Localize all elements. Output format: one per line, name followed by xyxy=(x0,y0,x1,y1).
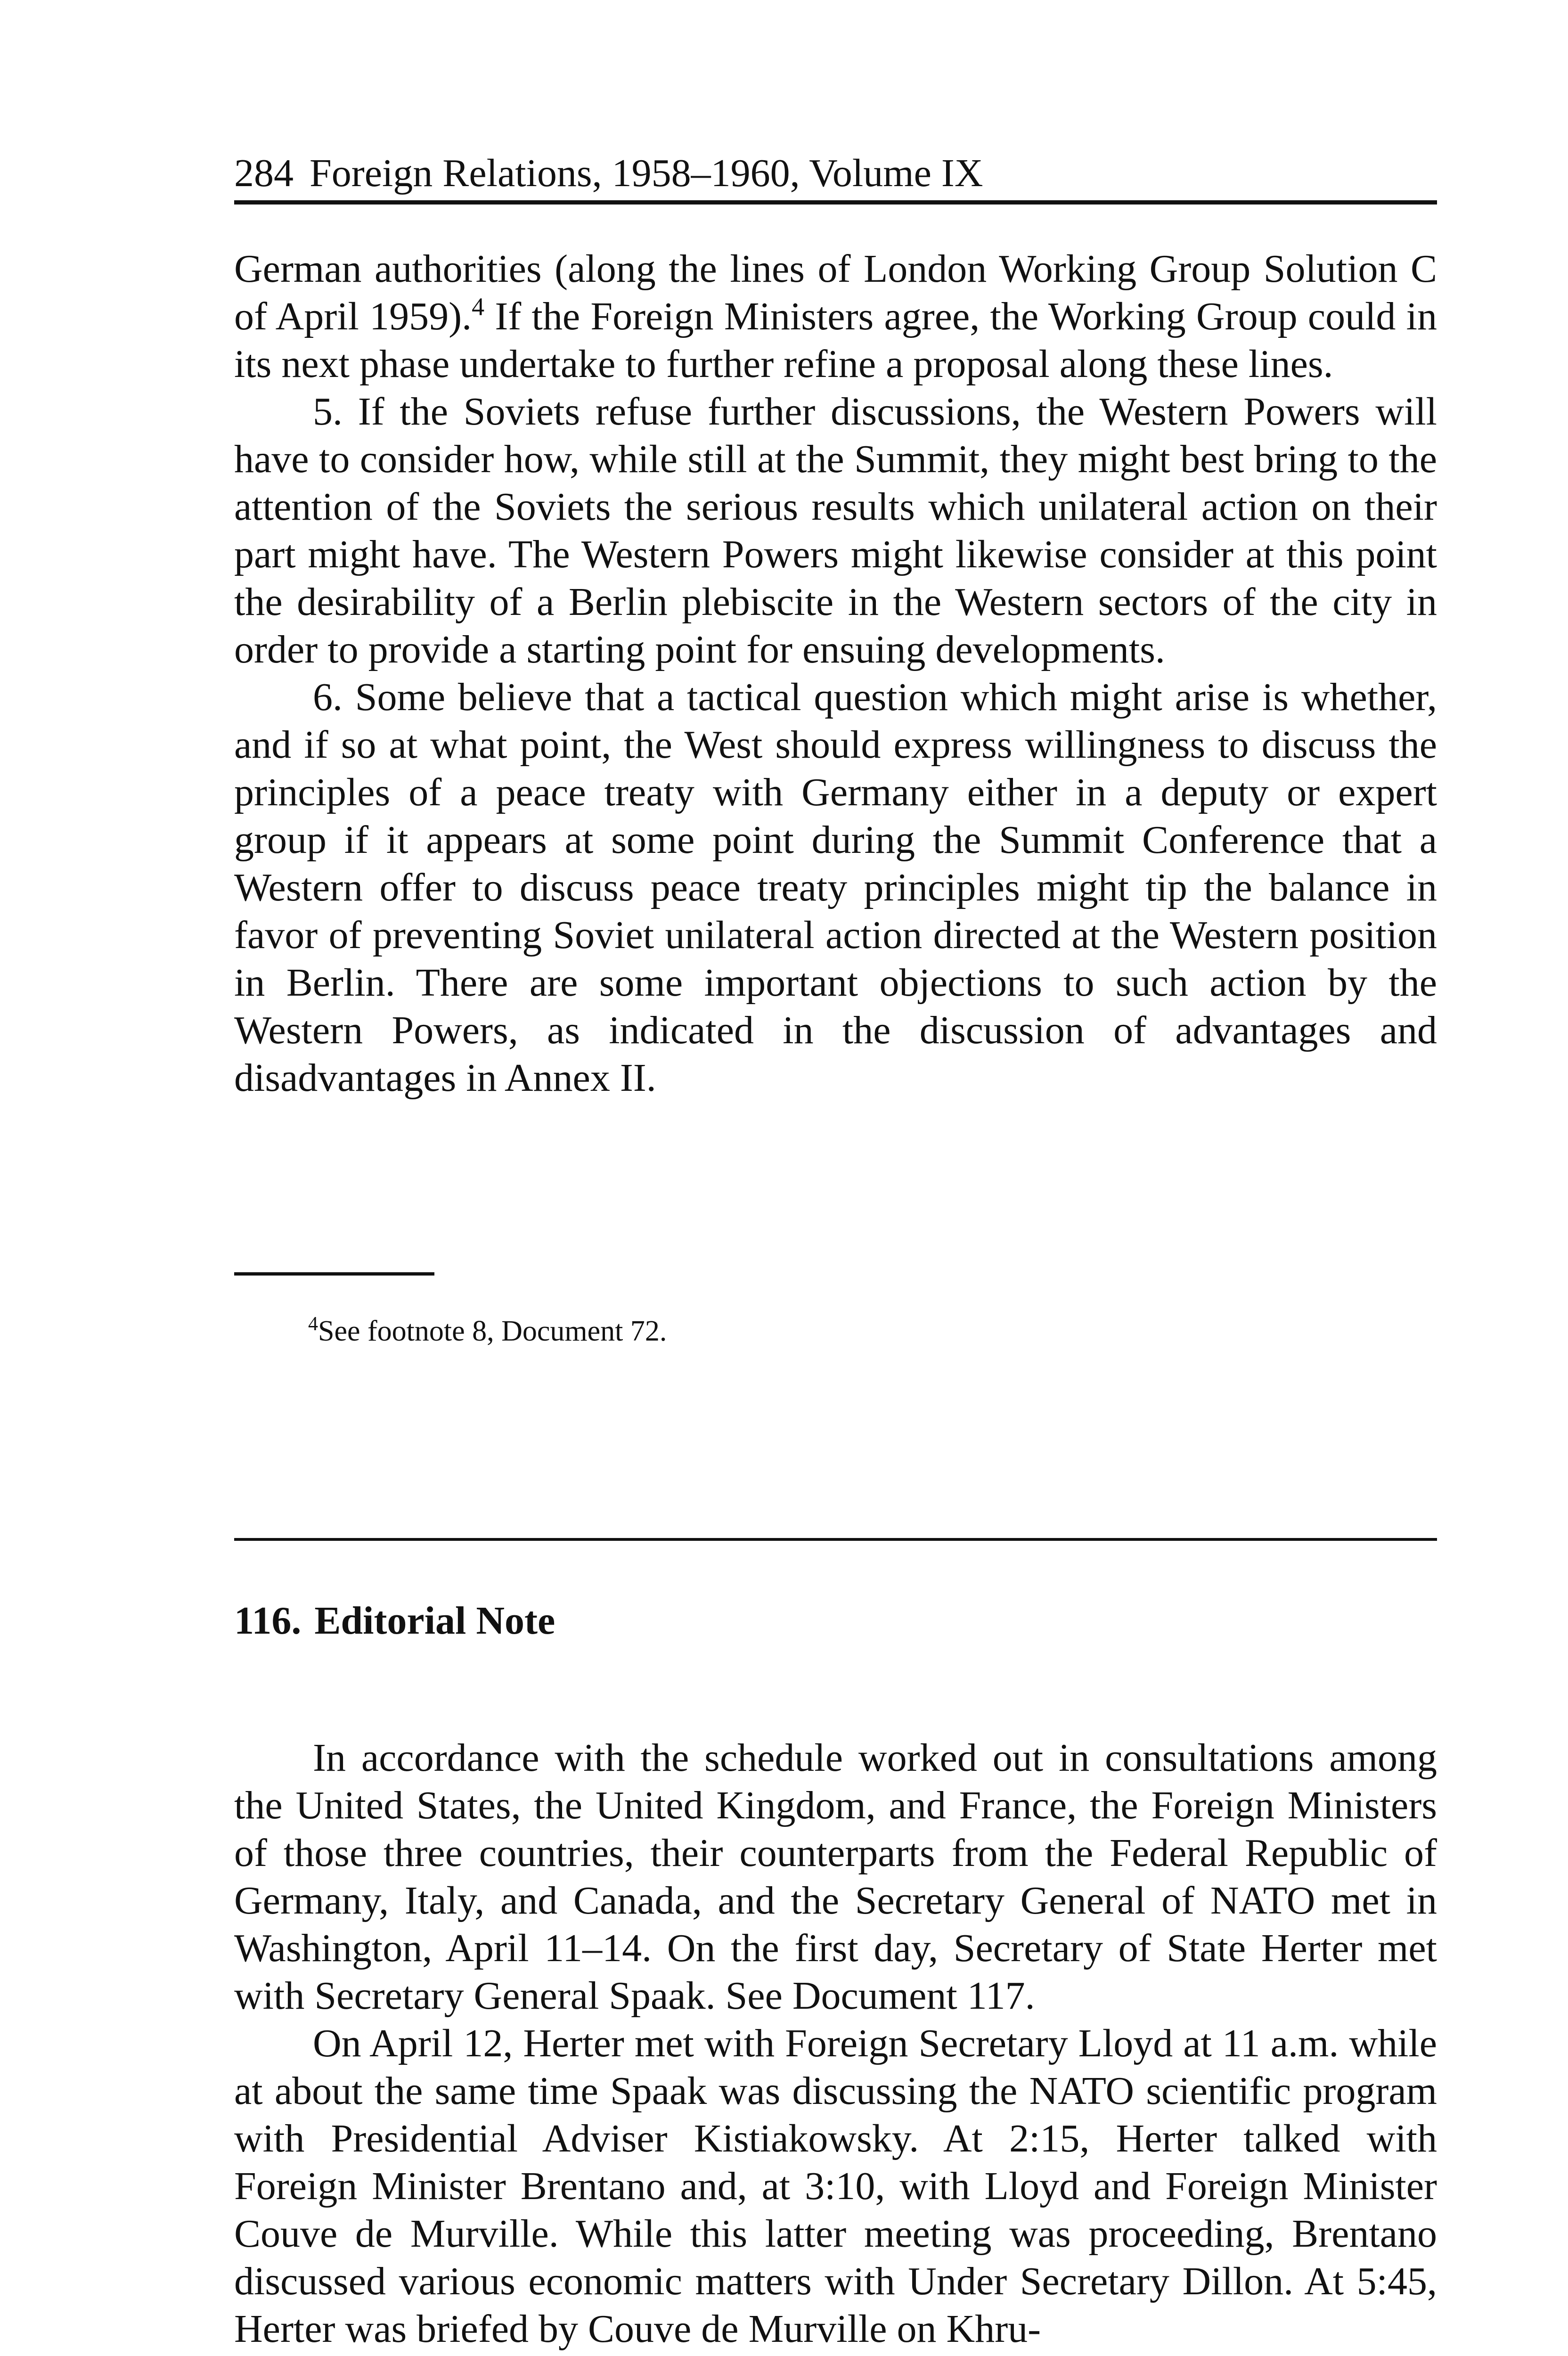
header-rule xyxy=(234,200,1437,205)
editorial-paragraph-1: In accordance with the schedule worked out in consultations among the United States, the United Kingdom, and France, the Foreign Ministers of those three countries, their counterparts from the Federal Republic of Germany, Italy, and Canada, and the Secretary General of NATO met in Washington, April 11–14. On the first day, Secretary of State Herter met with Secretary General Spaak. See Document 117. xyxy=(234,1736,1437,2018)
section-divider xyxy=(234,1538,1437,1541)
footnote-rule xyxy=(234,1272,434,1276)
editorial-note-body xyxy=(234,1734,1437,2353)
section-title: Editorial Note xyxy=(314,1599,555,1643)
continued-text-part-1: German authorities (along the lines of London Working Group Solution C of April 1959). xyxy=(234,247,1437,338)
page-number: 284 xyxy=(234,151,294,195)
section-heading xyxy=(234,1597,555,1644)
footnote-reference: 4 xyxy=(472,293,485,321)
paragraph-6: 6. Some believe that a tactical question which might arise is whether, and if so at what point, the West should express willingness to discuss the principles of a peace treaty with Germany either in a deputy or expert group if it appears at some point during the Summit Conference that a Western offer to discuss peace treaty principles might tip the balance in favor of preventing Soviet unilateral action directed at the Western position in Berlin. There are some important objections to such action by the Western Powers, as indicated in the discussion of advantages and disadvantages in Annex II. xyxy=(234,675,1437,1100)
paragraph-5: 5. If the Soviets refuse further discussions, the Western Powers will have to consider how, while still at the Summit, they might best bring to the attention of the Soviets the serious results which unilateral action on their part might have. The Western Powers might likewise consider at this point the desirability of a Berlin plebiscite in the Western sectors of the city in order to provide a starting point for ensuing developments. xyxy=(234,390,1437,671)
section-number: 116. xyxy=(234,1599,302,1643)
continued-text-part-2: If the Foreign Ministers agree, the Working Group could in its next phase undertake to further refine a proposal along these lines. xyxy=(234,294,1437,386)
footnote-text: See footnote 8, Document 72. xyxy=(318,1315,667,1347)
editorial-paragraph-2: On April 12, Herter met with Foreign Secretary Lloyd at 11 a.m. while at about the same time Spaak was discussing the NATO scientific program with Presidential Adviser Kistiakowsky. At 2:15, Herter talked with Foreign Minister Brentano and, at 3:10, with Lloyd and Foreign Minister Couve de Murville. While this latter meeting was proceeding, Brentano discussed various economic matters with Under Secretary Dillon. At 5:45, Herter was briefed by Couve de Murville on Khru- xyxy=(234,2021,1437,2351)
footnote-number: 4 xyxy=(308,1313,318,1335)
running-title: Foreign Relations, 1958–1960, Volume IX xyxy=(310,151,983,195)
running-head xyxy=(234,150,1437,197)
top-body-text xyxy=(234,245,1437,1102)
footnote xyxy=(308,1305,667,1350)
continued-paragraph xyxy=(234,245,1437,388)
